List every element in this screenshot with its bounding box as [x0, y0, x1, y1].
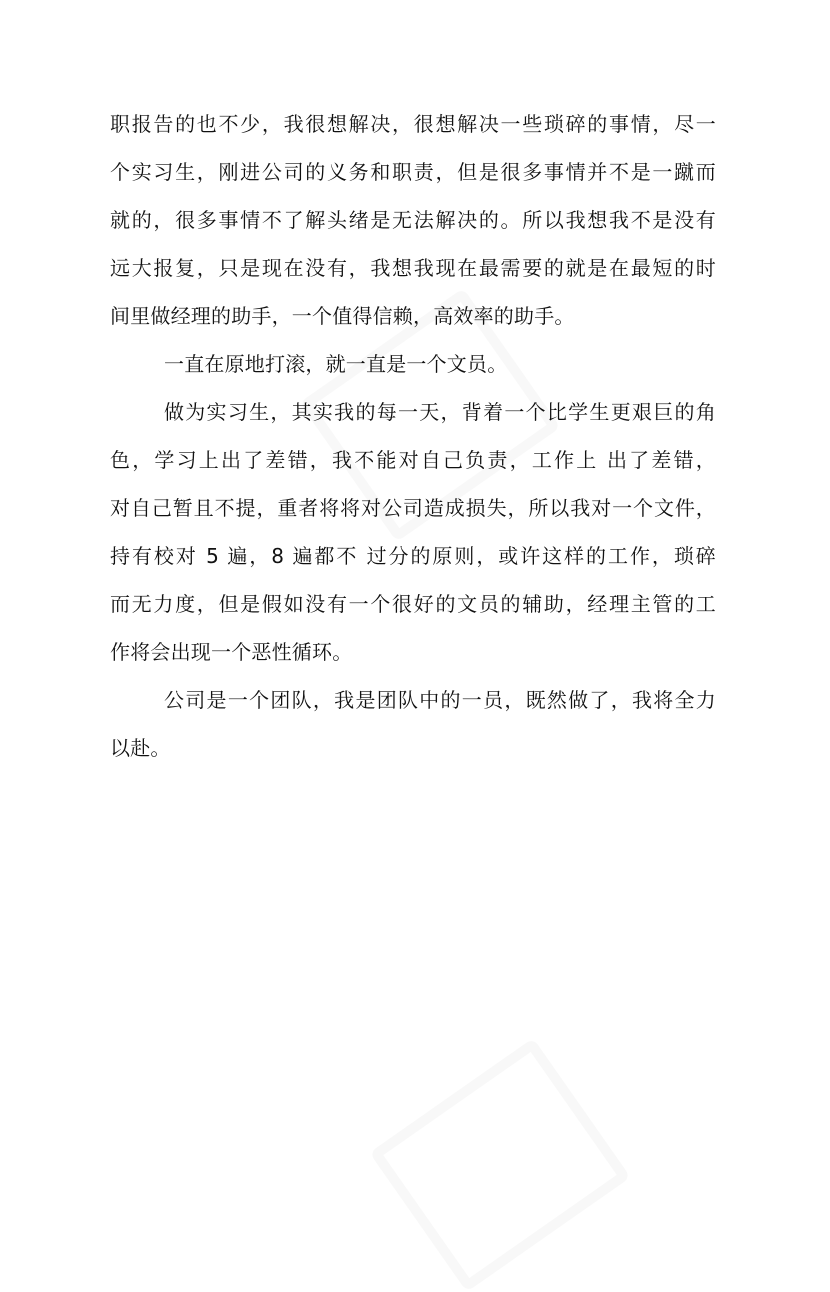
paragraph-line: 个实习生，刚进公司的义务和职责，但是很多事情并不是一蹴而	[110, 160, 716, 184]
paragraph-line: 而无力度，但是假如没有一个很好的文员的辅助，经理主管的工	[110, 592, 716, 616]
paragraph-line: 公司是一个团队，我是团队中的一员，既然做了，我将全力	[164, 688, 716, 712]
paragraph-line: 色，学习上出了差错，我不能对自己负责，工作上 出了差错，	[110, 448, 716, 472]
paragraph-line: 以赴。	[110, 736, 171, 760]
paragraph-line: 间里做经理的助手，一个值得信赖，高效率的助手。	[110, 304, 575, 328]
paragraph-line: 远大报复，只是现在没有，我想我现在最需要的就是在最短的时	[110, 256, 716, 280]
watermark-shape	[369, 1038, 630, 1292]
document-body	[110, 100, 716, 772]
paragraph-line: 就的，很多事情不了解头绪是无法解决的。所以我想我不是没有	[110, 208, 716, 232]
paragraph-line: 作将会出现一个恶性循环。	[110, 640, 353, 664]
paragraph-line: 职报告的也不少，我很想解决，很想解决一些琐碎的事情，尽一	[110, 112, 716, 136]
paragraph-line: 对自己暂且不提，重者将将对公司造成损失，所以我对一个文件，	[110, 496, 716, 520]
paragraph-line: 一直在原地打滚，就一直是一个文员。	[164, 352, 508, 376]
paragraph-line: 做为实习生，其实我的每一天，背着一个比学生更艰巨的角	[164, 400, 716, 424]
paragraph-line: 持有校对 5 遍，8 遍都不 过分的原则，或许这样的工作，琐碎	[110, 544, 716, 568]
